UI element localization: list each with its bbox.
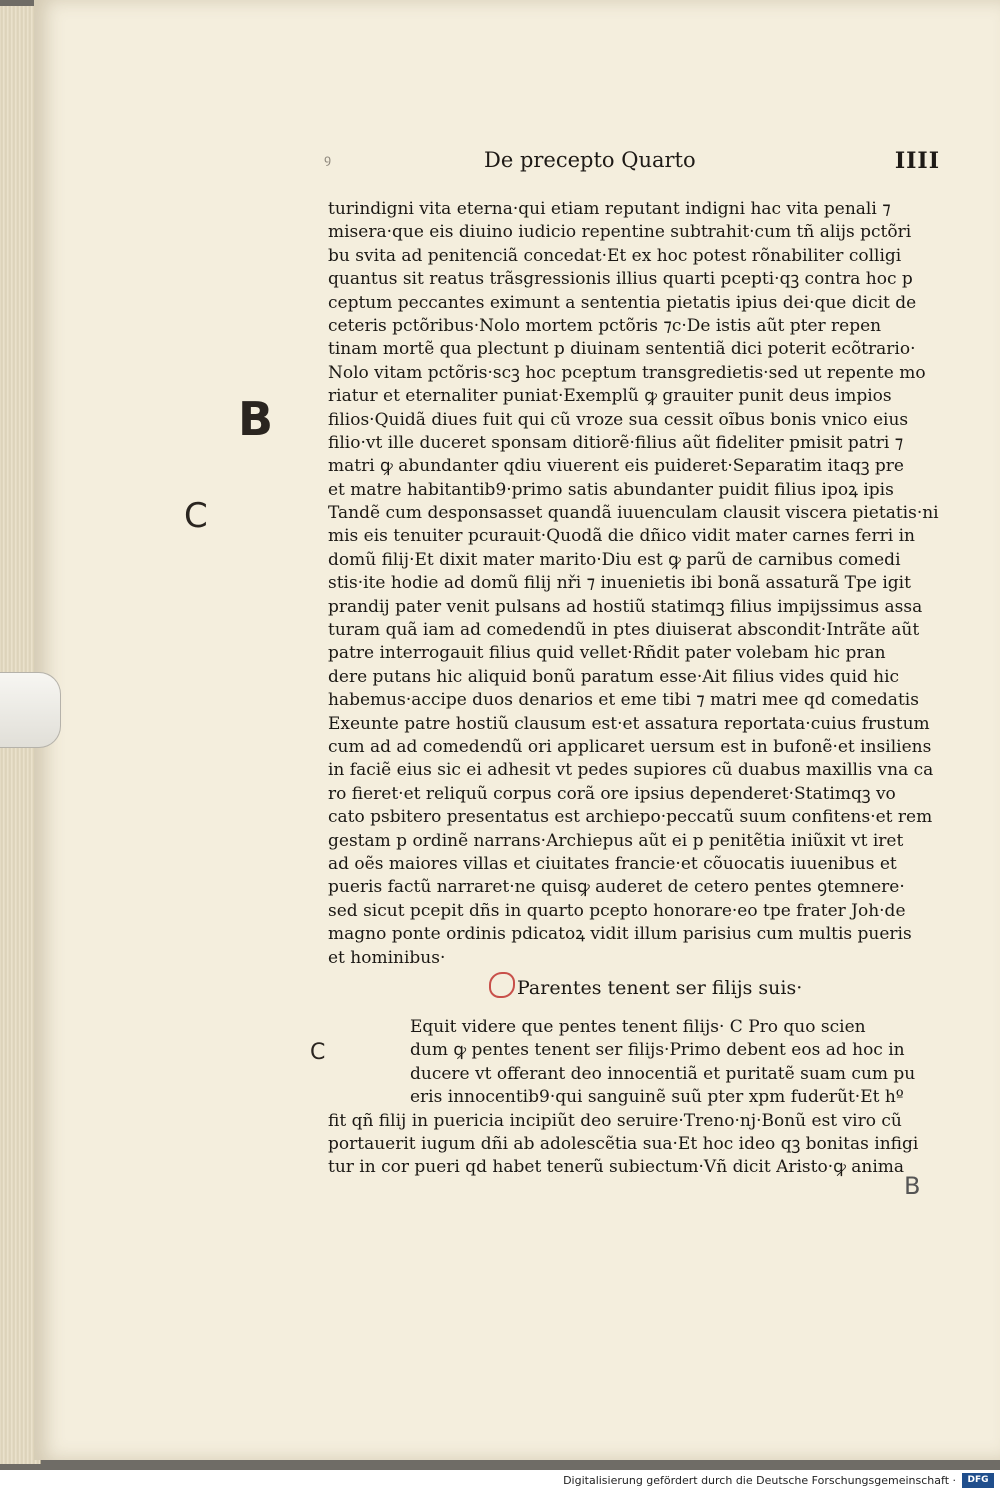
folio-number: IIII	[894, 148, 940, 174]
head-smudge: ꝯ	[324, 152, 334, 166]
main-text-block	[328, 198, 940, 970]
margin-note-c-upper: C	[184, 496, 208, 536]
text-line: et matre habitantib9·primo satis abundanter puidit filius ipoꝝ ipis	[328, 479, 894, 500]
text-line: gestam p ordinẽ narrans·Archiepus aũt ei p penitẽtia iniũxit vt iret	[328, 830, 904, 851]
text-line: filios·Quidã diues fuit qui cũ vroze sua cessit oĩbus bonis vnico eius	[328, 409, 909, 430]
text-line: domũ filij·Et dixit mater marito·Diu est ꝙ parũ de carnibus comedi	[328, 549, 901, 570]
text-line: misera·que eis diuino iudicio repentine subtrahit·cum tñ alijs pctõri	[328, 222, 912, 243]
text-line: et hominibus·	[328, 947, 446, 968]
margin-note-c-lower: C	[310, 1040, 326, 1065]
rubric-text: Parentes tenent ser filijs suis·	[517, 977, 803, 999]
margin-note-b-edge: B	[904, 1172, 921, 1200]
text-line: turindigni vita eterna·qui etiam reputant indigni hac vita penali ⁊	[328, 199, 891, 219]
text-line: Nolo vitam pctõris·scꝫ hoc pceptum transgredietis·sed ut repente mo	[328, 362, 926, 383]
text-line: bu svita ad penitenciã concedat·Et ex hoc potest rõnabiliter colligi	[328, 245, 902, 266]
text-line: ceptum peccantes eximunt a sententia pietatis ipius dei·que dicit de	[328, 292, 917, 313]
text-line: in faciẽ eius sic ei adhesit vt pedes supiores cũ duabus maxillis vna ca	[328, 760, 934, 781]
text-line: Tandẽ cum desponsasset quandã iuuenculam clausit viscera pietatis·ni	[328, 503, 939, 524]
text-line: matri ꝙ abundanter qdiu viuerent eis puideret·Separatim itaqꝫ pre	[328, 456, 904, 477]
section-line: Equit videre que pentes tenent filijs· C Pro quo scien	[410, 1017, 866, 1037]
text-line: Exeunte patre hostiũ clausum est·et assatura reportata·cuius frustum	[328, 713, 930, 734]
section-line: ducere vt offerant deo innocentiã et puritatẽ suam cum pu	[410, 1063, 916, 1084]
book-page	[34, 0, 1000, 1460]
text-line: magno ponte ordinis pdicatoꝝ vidit illum parisius cum multis pueris	[328, 924, 912, 945]
funding-credit: Digitalisierung gefördert durch die Deutsche Forschungsgemeinschaft ·	[563, 1474, 956, 1487]
running-head	[324, 146, 944, 186]
section-line: fit qñ filij in puericia incipiũt deo seruire·Treno·nj·Bonũ est viro cũ	[328, 1110, 902, 1131]
text-line: habemus·accipe duos denarios et eme tibi ⁊ matri mee qd comedatis	[328, 690, 919, 711]
text-line: cato psbitero presentatus est archiepo·peccatũ suum confitens·et rem	[328, 807, 933, 828]
text-line: stis·ite hodie ad domũ filij nři ⁊ inuenietis ibi bonã assaturã Tpe igit	[328, 573, 911, 594]
dfg-logo: DFG	[962, 1473, 994, 1488]
text-line: prandij pater venit pulsans ad hostiũ statimqꝫ filius impijssimus assa	[328, 596, 923, 617]
margin-note-b: B	[238, 392, 274, 446]
text-line: quantus sit reatus trãsgressionis illius quarti pcepti·qꝫ contra hoc p	[328, 269, 913, 290]
section-text-block	[328, 1016, 940, 1180]
section-line: eris innocentib9·qui sanguinẽ suũ pter xpm fuderũt·Et hº	[410, 1087, 904, 1108]
text-line: dere putans hic aliquid bonũ paratum esse·Ait filius vides quid hic	[328, 666, 900, 687]
section-line: portauerit iugum dñi ab adolescẽtia sua·Et hoc ideo qꝫ bonitas infigi	[328, 1133, 919, 1154]
text-line: ceteris pctõribus·Nolo mortem pctõris ⁊c·De istis aũt pter repen	[328, 315, 882, 336]
text-line: tinam mortẽ qua plectunt p diuinam sententiã dici poterit ecõtrario·	[328, 339, 916, 360]
text-line: ad oẽs maiores villas et ciuitates francie·et cõuocatis iuuenibus et	[328, 853, 897, 874]
text-line: pueris factũ narraret·ne quisꝙ auderet de cetero pentes ꝯtemnere·	[328, 877, 905, 898]
rubric-initial-mark	[489, 972, 515, 998]
section-line: dum ꝙ pentes tenent ser filijs·Primo debent eos ad hoc in	[410, 1040, 905, 1061]
text-line: cum ad ad comedendũ ori applicaret uersum est in bufonẽ·et insiliens	[328, 736, 932, 757]
digitization-footer	[0, 1470, 1000, 1494]
text-line: mis eis tenuiter pcurauit·Quodã die dñico vidit mater carnes ferri in	[328, 526, 915, 547]
running-title: De precepto Quarto	[484, 148, 696, 172]
text-line: sed sicut pcepit dñs in quarto pcepto honorare·eo tpe frater Joh·de	[328, 900, 906, 921]
section-line: tur in cor pueri qd habet tenerũ subiectum·Vñ dicit Aristo·ꝙ anima	[328, 1157, 905, 1178]
text-line: turam quã iam ad comedendũ in ptes diuiserat abscondit·Intrãte aũt	[328, 620, 920, 641]
text-line: riatur et eternaliter puniat·Exemplũ ꝙ grauiter punit deus impios	[328, 386, 892, 407]
text-line: ro fieret·et reliquũ corpus corã ore ipsius dependeret·Statimqꝫ vo	[328, 783, 896, 804]
section-rubric	[489, 972, 802, 999]
text-line: filio·vt ille duceret sponsam ditiorẽ·filius aũt fideliter pmisit patri ⁊	[328, 432, 904, 453]
book-clasp	[0, 672, 61, 748]
text-line: patre interrogauit filius quid vellet·Rñdit pater volebam hic pran	[328, 643, 886, 664]
